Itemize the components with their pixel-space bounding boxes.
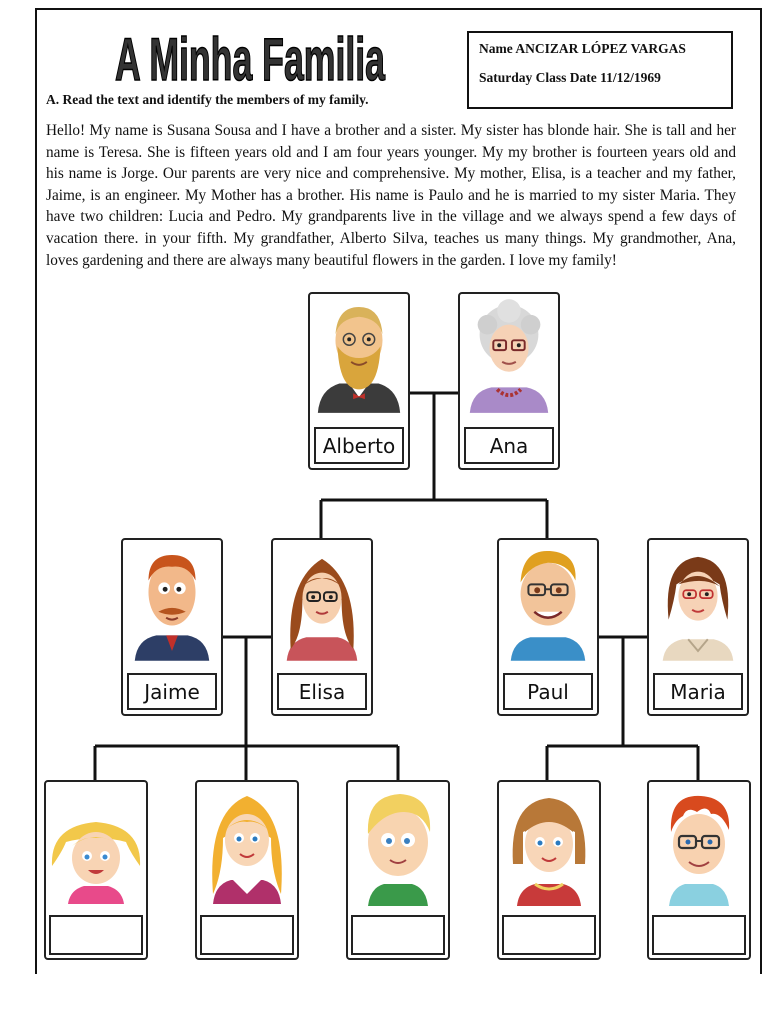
name-blank-child-2[interactable]	[200, 915, 294, 955]
card-elisa	[271, 538, 373, 716]
card-child-2	[195, 780, 299, 960]
father-mustache-icon	[123, 540, 221, 665]
card-child-4	[497, 780, 601, 960]
card-child-3	[346, 780, 450, 960]
card-alberto	[308, 292, 410, 470]
aunt-icon	[649, 540, 747, 665]
grandfather-bearded-icon	[310, 294, 408, 419]
boy-redhead-glasses-icon	[649, 782, 749, 907]
card-child-1	[44, 780, 148, 960]
card-ana	[458, 292, 560, 470]
name-label-elisa: Elisa	[277, 673, 367, 710]
girl-bob-hair-icon	[499, 782, 599, 907]
name-label-jaime: Jaime	[127, 673, 217, 710]
name-blank-child-4[interactable]	[502, 915, 596, 955]
name-label-maria: Maria	[653, 673, 743, 710]
card-child-5	[647, 780, 751, 960]
class-date: Saturday Class Date 11/12/1969	[479, 70, 661, 85]
svg-text:A Minha Familia: A Minha Familia	[115, 26, 386, 93]
name-blank-child-5[interactable]	[652, 915, 746, 955]
name-blank-child-3[interactable]	[351, 915, 445, 955]
card-maria	[647, 538, 749, 716]
grandmother-icon	[460, 294, 558, 419]
name-label-ana: Ana	[464, 427, 554, 464]
instruction-text: A. Read the text and identify the members of my family.	[46, 92, 369, 107]
card-jaime	[121, 538, 223, 716]
name-label-paul: Paul	[503, 673, 593, 710]
name-label-alberto: Alberto	[314, 427, 404, 464]
girl-blonde-icon	[46, 782, 146, 907]
name-blank-child-1[interactable]	[49, 915, 143, 955]
student-name: Name ANCIZAR LÓPEZ VARGAS	[479, 41, 686, 56]
girl-long-hair-icon	[197, 782, 297, 907]
mother-glasses-icon	[273, 540, 371, 665]
boy-blond-icon	[348, 782, 448, 907]
uncle-glasses-icon	[499, 540, 597, 665]
story-paragraph: Hello! My name is Susana Sousa and I have a brother and a sister. My sister has blonde hair. She is tall and her name is Teresa. She is fifteen years old and I am four years younger. My my brother is fourteen years old and his name is Jorge. Our parents are very nice and comprehensive. My mother, Elisa, is a teacher and my father, Jaime, is an engineer. My Mother has a brother. His name is Paulo and he is married to my sister Maria. They have two children: Lucia and Pedro. My grandparents live in the village and we always spend a few days of vacation there. in your fifth. My grandfather, Alberto Silva, teaches us many things. My grandmother, Ana, loves gardening and there are always many beautiful flowers in the garden. I love my family!	[46, 122, 736, 269]
card-paul	[497, 538, 599, 716]
